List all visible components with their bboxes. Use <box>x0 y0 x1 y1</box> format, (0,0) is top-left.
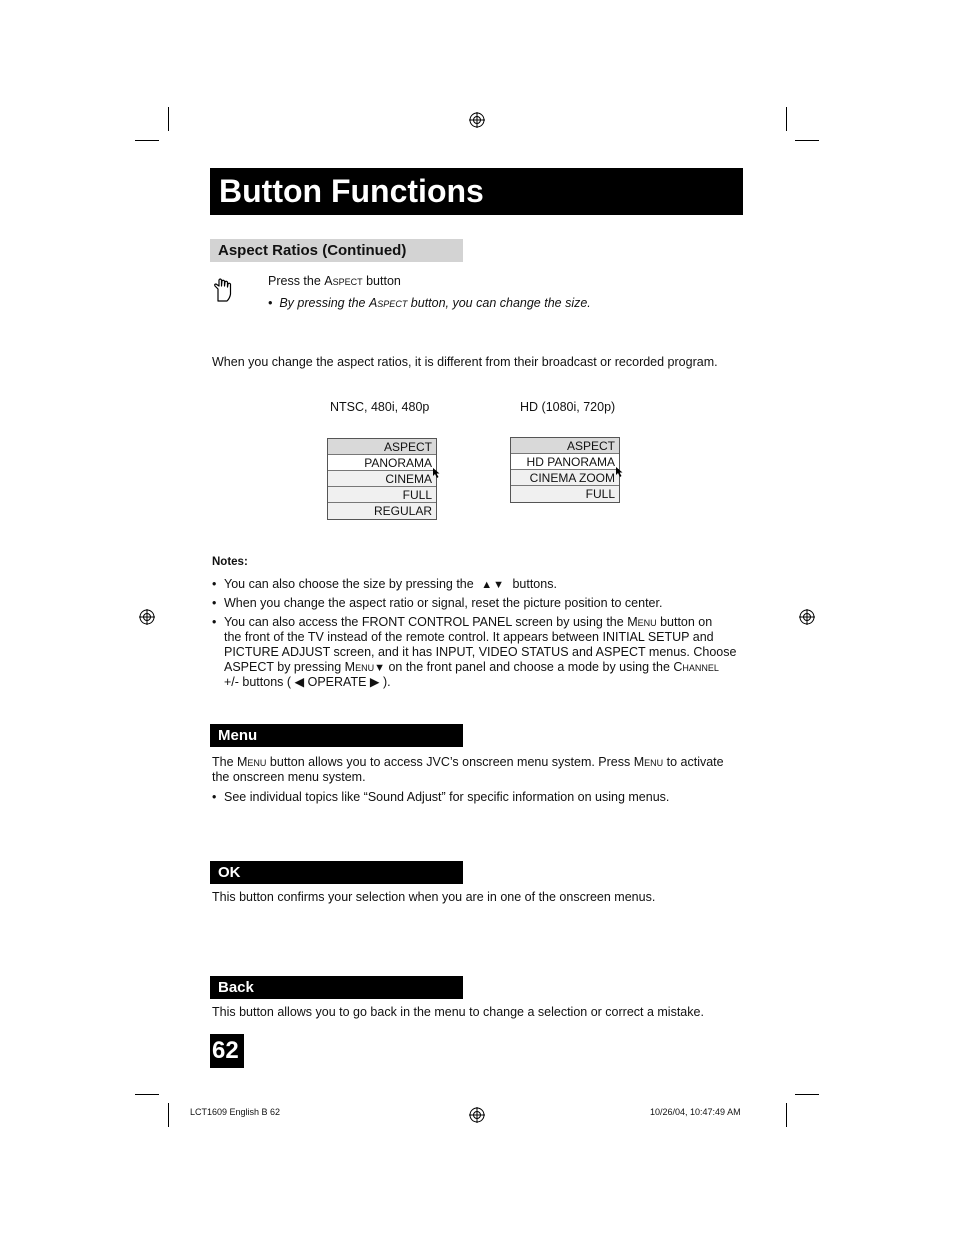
up-down-arrow-icon: ▲▼ <box>481 579 505 591</box>
registration-mark-icon <box>469 1107 485 1123</box>
down-arrow-icon: ▼ <box>374 662 385 674</box>
menu-header: ASPECT <box>328 439 436 455</box>
note-bullet: • <box>212 577 217 591</box>
menu-header: ASPECT <box>511 438 619 454</box>
registration-mark-icon <box>469 112 485 128</box>
ntsc-label: NTSC, 480i, 480p <box>330 400 430 414</box>
crop-mark <box>795 1094 819 1095</box>
aspect-step: Press the Aspect button <box>268 274 401 288</box>
note-bullet: • <box>212 596 217 610</box>
crop-mark <box>168 1103 169 1127</box>
crop-mark <box>786 107 787 131</box>
menu-item-cinema-zoom[interactable]: CINEMA ZOOM <box>511 470 619 486</box>
note-3-line-2: the front of the TV instead of the remote control. It appears between INITIAL SETUP and <box>224 630 714 644</box>
menu-item-cinema[interactable]: CINEMA <box>328 471 436 487</box>
section-heading-aspect: Aspect Ratios (Continued) <box>210 239 463 262</box>
menu-bullet: See individual topics like “Sound Adjust” for specific information on using menus. <box>224 790 670 804</box>
menu-description-line-2: the onscreen menu system. <box>212 770 366 784</box>
section-heading-ok: OK <box>210 861 463 884</box>
registration-mark-icon <box>799 609 815 625</box>
note-3-line-3: PICTURE ADJUST screen, and it has INPUT, VIDEO STATUS and ASPECT menus. Choose <box>224 645 737 659</box>
page-title: Button Functions <box>219 173 484 209</box>
page-title-bar <box>210 168 743 215</box>
ok-description: This button confirms your selection when you are in one of the onscreen menus. <box>212 890 656 904</box>
registration-mark-icon <box>139 609 155 625</box>
menu-description-line-1: The Menu button allows you to access JVC’s onscreen menu system. Press Menu to activate <box>212 755 724 769</box>
crop-mark <box>135 1094 159 1095</box>
menu-item-hd-panorama[interactable]: HD PANORAMA <box>511 454 619 470</box>
note-3-line-1: You can also access the FRONT CONTROL PANEL screen by using the Menu button on <box>224 615 713 629</box>
note-3-line-5: +/- buttons ( ◀ OPERATE ▶ ). <box>224 675 391 689</box>
notes-heading: Notes: <box>212 556 248 568</box>
note-1: You can also choose the size by pressing the ▲▼ buttons. <box>224 577 557 591</box>
ntsc-aspect-menu <box>327 438 437 520</box>
note-2: When you change the aspect ratio or signal, reset the picture position to center. <box>224 596 663 610</box>
note-bullet: • <box>212 790 217 804</box>
crop-mark <box>135 140 159 141</box>
menu-item-regular[interactable]: REGULAR <box>328 503 436 519</box>
menu-cursor-icon <box>615 466 624 478</box>
menu-item-full[interactable]: FULL <box>511 486 619 502</box>
hd-label: HD (1080i, 720p) <box>520 400 616 414</box>
footer-timestamp: 10/26/04, 10:47:49 AM <box>650 1107 741 1117</box>
note-3-line-4: ASPECT by pressing Menu▼ on the front panel and choose a mode by using the Channel <box>224 660 719 674</box>
menu-item-full[interactable]: FULL <box>328 487 436 503</box>
menu-item-panorama[interactable]: PANORAMA <box>328 455 436 471</box>
hd-aspect-menu <box>510 437 620 503</box>
section-heading-back: Back <box>210 976 463 999</box>
crop-mark <box>786 1103 787 1127</box>
note-bullet: • <box>212 615 217 629</box>
hand-press-icon <box>212 277 236 303</box>
aspect-intro: When you change the aspect ratios, it is different from their broadcast or recorded program. <box>212 355 718 369</box>
menu-cursor-icon <box>432 467 441 479</box>
aspect-step-bullet: • By pressing the Aspect button, you can change the size. <box>268 296 591 310</box>
page-number-badge <box>210 1034 244 1068</box>
crop-mark <box>168 107 169 131</box>
footer-file-label: LCT1609 English B 62 <box>190 1107 281 1117</box>
section-heading-menu: Menu <box>210 724 463 747</box>
crop-mark <box>795 140 819 141</box>
page-number: 62 <box>212 1037 239 1064</box>
back-description: This button allows you to go back in the menu to change a selection or correct a mistake. <box>212 1005 704 1019</box>
